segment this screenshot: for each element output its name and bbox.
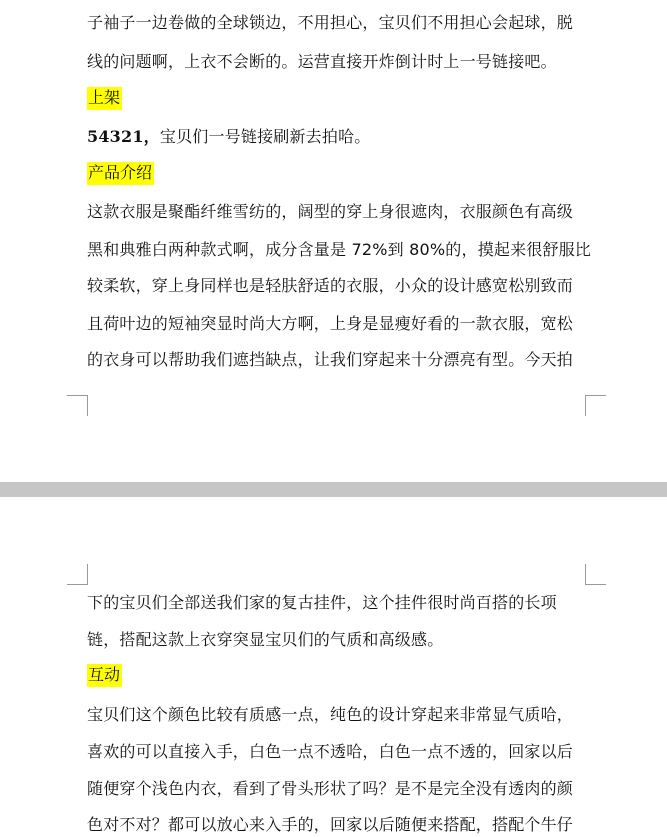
margin-corner-mark [585, 564, 606, 585]
text-line: 宝贝们这个颜色比较有质感一点，纯色的设计穿起来非常显气质哈， [87, 705, 574, 724]
text-line: 随便穿个浅色内衣，看到了骨头形状了吗？是不是完全没有透肉的颜 [87, 779, 574, 798]
text-line: 子袖子一边卷做的全球锁边，不用担心，宝贝们不用担心会起球，脱 [87, 13, 574, 32]
shelf-line [87, 127, 597, 147]
text-line: 且荷叶边的短袖突显时尚大方啊，上身是显瘦好看的一款衣服，宽松 [87, 314, 574, 333]
text-line: 下的宝贝们全部送我们家的复古挂件，这个挂件很时尚百搭的长项 [87, 593, 557, 612]
shelf-text: 宝贝们一号链接刷新去拍哈。 [159, 127, 371, 146]
heading-product-intro: 产品介绍 [87, 162, 154, 185]
margin-corner-mark [585, 395, 606, 416]
heading-interaction: 互动 [87, 664, 122, 687]
margin-corner-mark [67, 395, 88, 416]
margin-corner-mark [67, 564, 88, 585]
text-line: 的衣身可以帮助我们遮挡缺点，让我们穿起来十分漂亮有型。今天拍 [87, 350, 574, 369]
text-line: 较柔软，穿上身同样也是轻肤舒适的衣服，小众的设计感宽松别致而 [87, 276, 574, 295]
text-line: 线的问题啊，上衣不会断的。运营直接开炸倒计时上一号链接吧。 [87, 52, 557, 71]
text-line: 黑和典雅白两种款式啊，成分含量是 72%到 80%的，摸起来很舒服比 [87, 240, 592, 259]
document-page-2 [0, 497, 667, 837]
text-line: 色对不对？都可以放心来入手的，回家以后随便来搭配，搭配个牛仔 [87, 815, 574, 834]
countdown-number: 54321， [87, 127, 160, 146]
text-line: 链，搭配这款上衣穿突显宝贝们的气质和高级感。 [87, 630, 444, 649]
text-line: 这款衣服是聚酯纤维雪纺的，阔型的穿上身很遮肉，衣服颜色有高级 [87, 202, 574, 221]
page-separator [0, 482, 667, 497]
text-line: 喜欢的可以直接入手，白色一点不透哈，白色一点不透的，回家以后 [87, 742, 574, 761]
heading-shelf: 上架 [87, 87, 122, 110]
